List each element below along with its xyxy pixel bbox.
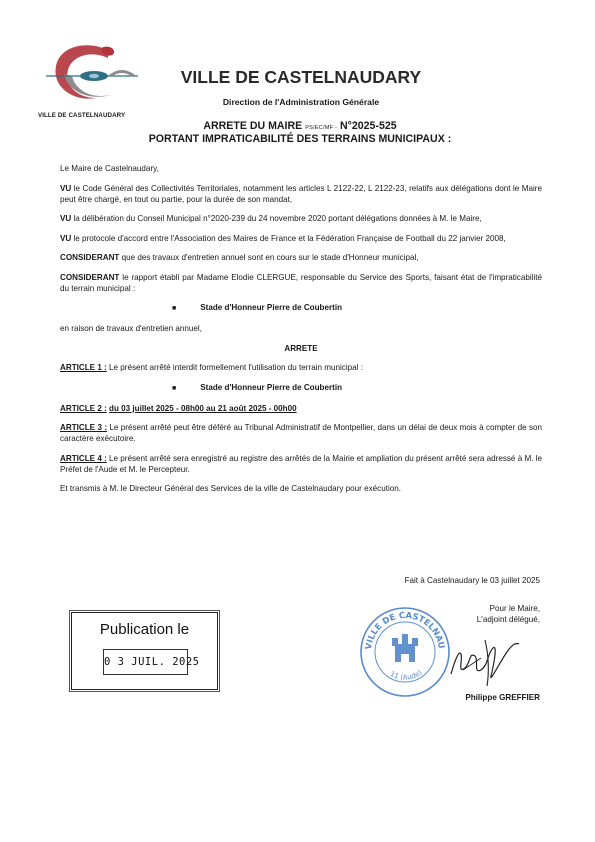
- logo-caption: VILLE DE CASTELNAUDARY: [38, 112, 126, 119]
- pour-line-2: L'adjoint délégué,: [476, 615, 540, 624]
- arrete-heading: ARRETE: [284, 343, 318, 353]
- article-label: ARTICLE 3 :: [60, 423, 108, 432]
- handwritten-signature: [445, 630, 525, 688]
- vu-paragraph-2: [60, 213, 542, 224]
- article-text: Le présent arrêté sera enregistré au registre des arrêtés de la Mairie et ampliation du présent arrêté sera adressé à M. le Préfet de l'Aude et M. le Percepteur.: [60, 453, 542, 474]
- seal-icon: [357, 604, 453, 700]
- publication-date: 0 3 JUIL. 2025: [103, 649, 188, 675]
- official-seal-stamp: [357, 604, 453, 700]
- arrete-ref-code: PS/EC/MF -: [305, 125, 338, 131]
- vu-text: le protocole d'accord entre l'Association des Maires de France et la Fédération Française de Football du 22 janvier 2008,: [73, 233, 506, 243]
- city-title: VILLE DE CASTELNAUDARY: [180, 67, 422, 87]
- arrete-title-prefix: ARRETE DU MAIRE: [203, 120, 303, 132]
- pour-line-1: Pour le Maire,: [489, 604, 540, 613]
- seal-text-bottom: 11 (Aude): [388, 668, 424, 682]
- article-text: Le présent arrêté peut être déféré au Tribunal Administratif de Montpellier, dans un délai de deux mois à compter de son caractère exécutoire.: [60, 423, 542, 443]
- article-1: [60, 362, 542, 373]
- raison-paragraph: en raison de travaux d'entretien annuel,: [60, 324, 202, 333]
- arrete-body: [60, 163, 542, 503]
- signer-name: Philippe GREFFIER: [465, 693, 540, 702]
- vu-paragraph-3: [60, 233, 542, 244]
- considerant-label: CONSIDERANT: [60, 253, 120, 262]
- considerant-paragraph-1: [60, 252, 542, 263]
- bullet-icon: ■: [172, 384, 177, 392]
- arrete-number: N°2025-525: [339, 120, 397, 132]
- castelnaudary-logo-mark: [38, 40, 150, 112]
- direction-label: Direction de l'Administration Générale: [222, 97, 380, 107]
- article-label: ARTICLE 1 :: [60, 363, 107, 372]
- transmis-paragraph: Et transmis à M. le Directeur Général des Services de la ville de Castelnaudary pour exécution.: [60, 484, 401, 493]
- article-4: [60, 453, 542, 475]
- signature-icon: [445, 630, 525, 688]
- vu-label: VU: [60, 233, 72, 243]
- publication-stamp: [71, 612, 218, 690]
- considerant-paragraph-2: [60, 272, 542, 294]
- vu-text: le Code Général des Collectivités Territoriales, notamment les articles L 2122-22, L 2122-23, relatifs aux délégations dont le Maire peut être chargé, en tout ou partie, pour la durée de son mandat,: [60, 183, 543, 204]
- seal-text-top: VILLE DE CASTELNAU: [363, 610, 446, 651]
- city-logo: [38, 40, 150, 120]
- arrete-subtitle: PORTANT IMPRATICABILITÉ DES TERRAINS MUNICIPAUX :: [148, 133, 452, 145]
- stade-bullet-2: [60, 382, 542, 394]
- intro-paragraph: Le Maire de Castelnaudary,: [60, 164, 159, 173]
- article-label: ARTICLE 2 :: [60, 403, 107, 413]
- considerant-label: CONSIDERANT: [60, 272, 120, 282]
- stade-name: Stade d'Honneur Pierre de Coubertin: [200, 382, 343, 392]
- svg-text:VILLE DE CASTELNAUDARY: [357, 604, 446, 650]
- article-label: ARTICLE 4 :: [60, 453, 107, 463]
- stade-bullet-1: [60, 302, 542, 314]
- fait-a-line: Fait à Castelnaudary le 03 juillet 2025: [404, 576, 540, 585]
- article-2: [60, 403, 542, 414]
- vu-paragraph-1: [60, 183, 542, 205]
- article-text: Le présent arrêté interdit formellement l'utilisation du terrain municipal :: [109, 363, 363, 372]
- vu-label: VU: [60, 214, 72, 223]
- bullet-icon: ■: [172, 305, 177, 312]
- article-3: [60, 422, 542, 444]
- arrete-title: [60, 120, 540, 132]
- vu-label: VU: [60, 183, 72, 193]
- vu-text: la délibération du Conseil Municipal n°2020-239 du 24 novembre 2020 portant délégations données à M. le Maire,: [73, 214, 482, 223]
- publication-label: Publication le: [99, 621, 190, 638]
- considerant-text: que des travaux d'entretien annuel sont en cours sur le stade d'Honneur municipal,: [121, 253, 419, 262]
- stade-name: Stade d'Honneur Pierre de Coubertin: [200, 303, 343, 312]
- article-text: du 03 juillet 2025 - 08h00 au 21 août 2025 - 00h00: [109, 403, 297, 413]
- considerant-text: le rapport établi par Madame Elodie CLERGUE, responsable du Service des Sports, faisant état de l'impraticabilité du terrain municipal :: [60, 272, 543, 293]
